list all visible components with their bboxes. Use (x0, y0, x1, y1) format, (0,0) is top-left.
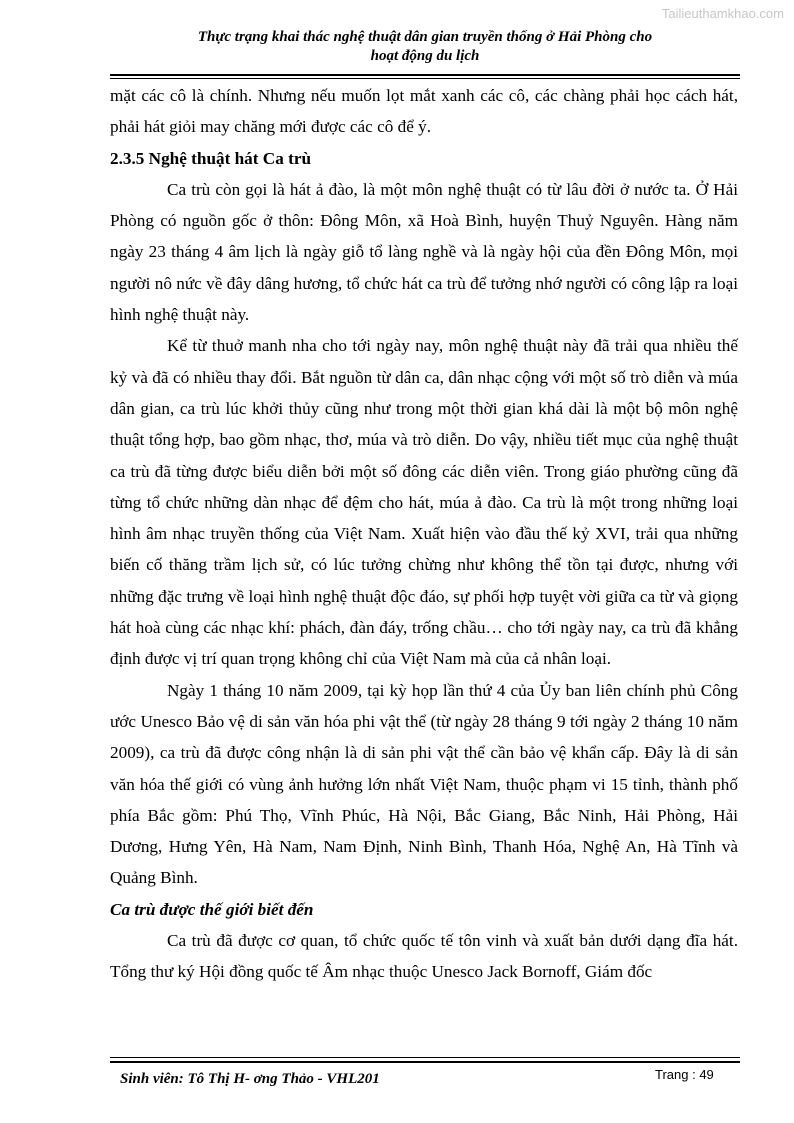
header-rule (110, 74, 740, 76)
paragraph: Ca trù đã được cơ quan, tổ chức quốc tế tôn vinh và xuất bản dưới dạng đĩa hát. Tổng thư ký Hội đồng quốc tế Âm nhạc thuộc Unesco Jack Bornoff, Giám đốc (110, 931, 738, 982)
paragraph: Ngày 1 tháng 10 năm 2009, tại kỳ họp lần thứ 4 của Ủy ban liên chính phủ Công ước Unesco Bảo vệ di sản văn hóa phi vật thể (từ ngày 28 tháng 9 tới ngày 2 tháng 10 năm 2009), ca trù đã được công nhận là di sản phi vật thể cần bảo vệ khẩn cấp. Đây là di sản văn hóa thế giới có vùng ảnh hưởng lớn nhất Việt Nam, thuộc phạm vi 15 tỉnh, thành phố phía Bắc gồm: Phú Thọ, Vĩnh Phúc, Hà Nội, Bắc Giang, Bắc Ninh, Hải Phòng, Hải Dương, Hưng Yên, Hà Nam, Nam Định, Ninh Bình, Thanh Hóa, Nghệ An, Hà Tĩnh và Quảng Bình. (110, 680, 738, 888)
header-line-2: hoạt động du lịch (370, 48, 480, 64)
header-line-1: Thực trạng khai thác nghệ thuật dân gian truyền thống ở Hải Phòng cho (197, 29, 653, 45)
running-header (110, 28, 740, 66)
footer-rule-thin (110, 1057, 740, 1058)
header-rule-thin (110, 78, 740, 79)
paragraph: Ca trù còn gọi là hát ả đào, là một môn nghệ thuật có từ lâu đời ở nước ta. Ở Hải Phòng có nguồn gốc ở thôn: Đông Môn, xã Hoà Bình, huyện Thuỷ Nguyên. Hàng năm ngày 23 tháng 4 âm lịch là ngày giỗ tổ làng nghề và là ngày hội của đền Đông Môn, mọi người nô nức về đây dâng hương, tổ chức hát ca trù để tưởng nhớ người có công lập ra loại hình nghệ thuật này. (110, 179, 738, 325)
watermark-text: Tailieuthamkhao.com (661, 6, 784, 21)
footer-student: Sinh viên: Tô Thị H- ơng Thảo - VHL201 (120, 1071, 380, 1087)
paragraph-continued: mặt các cô là chính. Nhưng nếu muốn lọt mắt xanh các cô, các chàng phải học cách hát, phải hát giỏi may chăng mới được các cô để ý. (110, 86, 738, 137)
section-heading: 2.3.5 Nghệ thuật hát Ca trù (110, 148, 312, 168)
paragraph: Kể từ thuở manh nha cho tới ngày nay, môn nghệ thuật này đã trải qua nhiều thế kỷ và đã có nhiều thay đổi. Bắt nguồn từ dân ca, dân nhạc cộng với một số trò diễn và múa dân gian, ca trù lúc khởi thủy cũng như trong một thời gian khá dài là một bộ môn nghệ thuật tổng hợp, bao gồm nhạc, thơ, múa và trò diễn. Do vậy, nhiều tiết mục của nghệ thuật ca trù đã từng được biểu diễn bởi một số đông các diễn viên. Trong giáo phường cũng đã từng tổ chức những dàn nhạc để đệm cho hát, múa ả đào. Ca trù là một trong những loại hình âm nhạc truyền thống của Việt Nam. Xuất hiện vào đầu thế kỷ XVI, trải qua những biến cố thăng trầm lịch sử, có lúc tưởng chừng như không thể tồn tại được, nhưng với những đặc trưng về loại hình nghệ thuật độc đáo, sự phối hợp tuyệt vời giữa ca từ và giọng hát hoà cùng các nhạc khí: phách, đàn đáy, trống chầu… cho tới ngày nay, ca trù đã khẳng định được vị trí quan trọng không chỉ của Việt Nam mà của cả nhân loại. (110, 336, 738, 669)
footer-rule (110, 1061, 740, 1063)
subsection-heading: Ca trù được thế giới biết đến (110, 899, 314, 919)
page-number: Trang : 49 (655, 1067, 714, 1082)
page-body (110, 80, 738, 988)
